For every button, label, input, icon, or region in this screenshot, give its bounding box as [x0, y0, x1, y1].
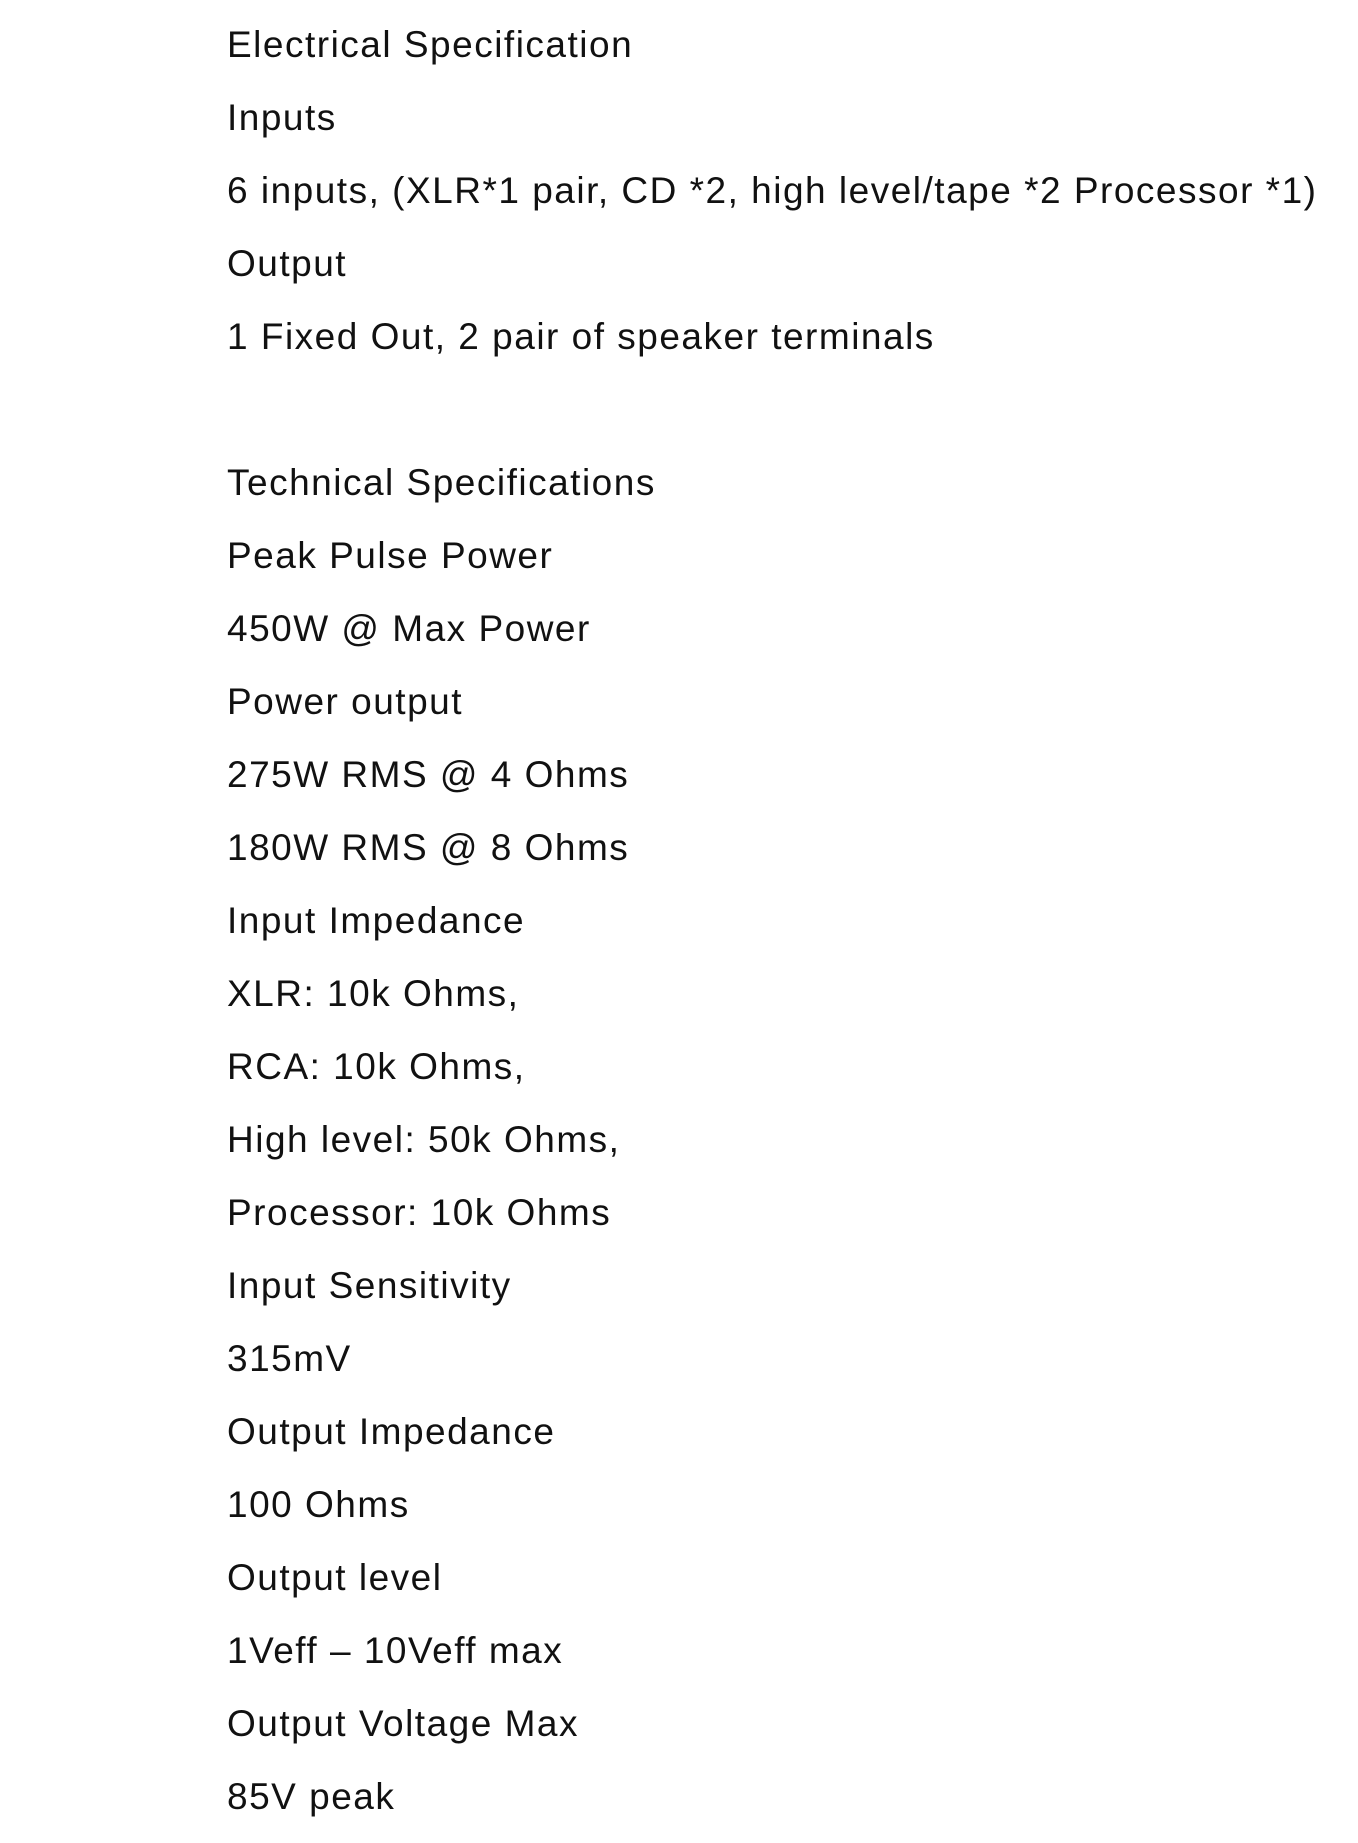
spec-document — [227, 18, 1337, 1843]
input-sensitivity-label: Input Sensitivity — [227, 1265, 512, 1306]
output-value: 1 Fixed Out, 2 pair of speaker terminals — [227, 316, 935, 357]
input-impedance-high-level-value: High level: 50k Ohms, — [227, 1119, 621, 1160]
output-level-value: 1Veff – 10Veff max — [227, 1630, 564, 1671]
inputs-value: 6 inputs, (XLR*1 pair, CD *2, high level/tape *2 Processor *1) — [227, 170, 1318, 211]
input-impedance-label: Input Impedance — [227, 900, 526, 941]
input-impedance-xlr-value: XLR: 10k Ohms, — [227, 973, 520, 1014]
electrical-spec-heading: Electrical Specification — [227, 24, 634, 65]
power-output-4-ohms-value: 275W RMS @ 4 Ohms — [227, 754, 630, 795]
input-impedance-rca-value: RCA: 10k Ohms, — [227, 1046, 526, 1087]
technical-spec-heading: Technical Specifications — [227, 462, 656, 503]
output-level-label: Output level — [227, 1557, 443, 1598]
power-output-8-ohms-value: 180W RMS @ 8 Ohms — [227, 827, 630, 868]
peak-pulse-power-label: Peak Pulse Power — [227, 535, 554, 576]
output-label: Output — [227, 243, 348, 284]
output-impedance-value: 100 Ohms — [227, 1484, 410, 1525]
input-sensitivity-value: 315mV — [227, 1338, 352, 1379]
power-output-label: Power output — [227, 681, 464, 722]
output-voltage-max-value: 85V peak — [227, 1776, 396, 1817]
output-voltage-max-label: Output Voltage Max — [227, 1703, 579, 1744]
peak-pulse-power-value: 450W @ Max Power — [227, 608, 591, 649]
section-spacer — [227, 383, 1337, 456]
inputs-label: Inputs — [227, 97, 337, 138]
input-impedance-processor-value: Processor: 10k Ohms — [227, 1192, 612, 1233]
output-impedance-label: Output Impedance — [227, 1411, 556, 1452]
